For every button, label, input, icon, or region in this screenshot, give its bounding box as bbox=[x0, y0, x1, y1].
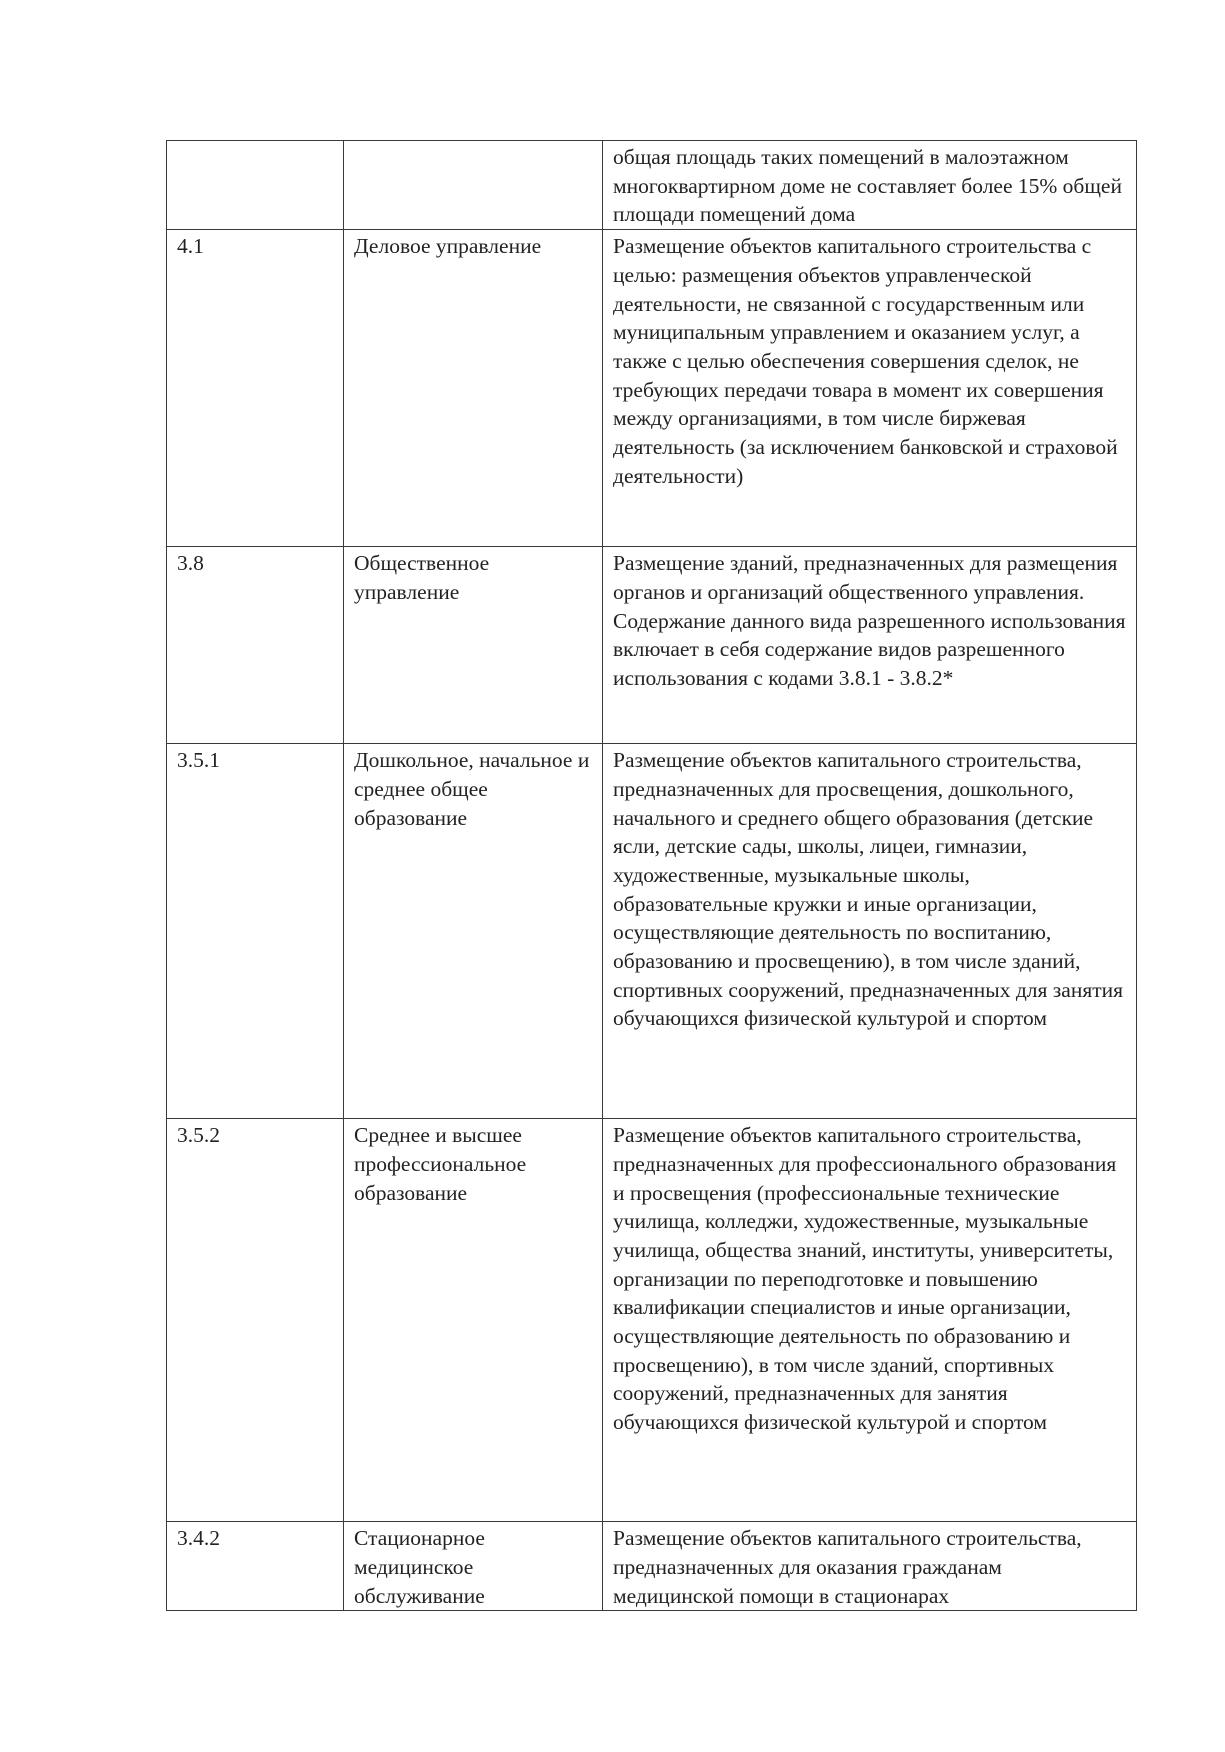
name-cell bbox=[344, 547, 603, 744]
name-text: Дошкольное, начальное и среднее общее образование bbox=[354, 748, 590, 830]
description-text: Размещение объектов капитального строительства, предназначенных для профессионального образования и просвещения (профессиональные технические училища, колледжи, художественные, музыкальные училища, общества знаний, институты, университеты, организации по переподготовке и повышению квалификации специалистов и иные организации, осуществляющие деятельность по образованию и просвещению), в том числе зданий, спортивных сооружений, предназначенных для занятия обучающихся физической культурой и спортом bbox=[613, 1123, 1117, 1435]
code-cell bbox=[167, 230, 344, 547]
name-cell bbox=[344, 1522, 603, 1611]
name-cell bbox=[344, 744, 603, 1119]
code-cell bbox=[167, 1522, 344, 1611]
name-text: Стационарное медицинское обслуживание bbox=[354, 1526, 485, 1608]
description-text: Размещение объектов капитального строительства, предназначенных для оказания гражданам медицинской помощи в стационарах bbox=[613, 1526, 1082, 1608]
code-text: 3.4.2 bbox=[177, 1526, 220, 1551]
table-row bbox=[167, 1119, 1137, 1522]
name-text: Общественное управление bbox=[354, 551, 490, 604]
land-use-table bbox=[166, 140, 1137, 1611]
code-text: 3.5.1 bbox=[177, 748, 220, 773]
description-cell bbox=[603, 230, 1137, 547]
description-text: общая площадь таких помещений в малоэтажном многоквартирном доме не составляет более 15% общей площади помещений дома bbox=[613, 145, 1122, 227]
table-row bbox=[167, 230, 1137, 547]
table-row bbox=[167, 744, 1137, 1119]
table-row bbox=[167, 547, 1137, 744]
table-row bbox=[167, 141, 1137, 230]
name-text: Деловое управление bbox=[354, 234, 542, 259]
code-text: 3.5.2 bbox=[177, 1123, 220, 1148]
code-text: 4.1 bbox=[177, 234, 204, 259]
description-cell bbox=[603, 1522, 1137, 1611]
description-text: Размещение зданий, предназначенных для размещения органов и организаций общественного управления. Содержание данного вида разрешенного использования включает в себя содержание видов разрешенного использования с кодами 3.8.1 - 3.8.2* bbox=[613, 551, 1126, 690]
name-text: Среднее и высшее профессиональное образование bbox=[354, 1123, 527, 1205]
code-cell bbox=[167, 1119, 344, 1522]
code-cell bbox=[167, 547, 344, 744]
code-text: 3.8 bbox=[177, 551, 204, 576]
table-row bbox=[167, 1522, 1137, 1611]
code-cell bbox=[167, 141, 344, 230]
name-cell bbox=[344, 141, 603, 230]
description-cell bbox=[603, 547, 1137, 744]
description-cell bbox=[603, 1119, 1137, 1522]
description-cell bbox=[603, 141, 1137, 230]
description-text: Размещение объектов капитального строительства с целью: размещения объектов управленческой деятельности, не связанной с государственным или муниципальным управлением и оказанием услуг, а также с целью обеспечения совершения сделок, не требующих передачи товара в момент их совершения между организациями, в том числе биржевая деятельность (за исключением банковской и страховой деятельности) bbox=[613, 234, 1118, 488]
name-cell bbox=[344, 230, 603, 547]
code-cell bbox=[167, 744, 344, 1119]
description-text: Размещение объектов капитального строительства, предназначенных для просвещения, дошкольного, начального и среднего общего образования (детские ясли, детские сады, школы, лицеи, гимназии, художественные, музыкальные школы, образовательные кружки и иные организации, осуществляющие деятельность по воспитанию, образованию и просвещению), в том числе зданий, спортивных сооружений, предназначенных для занятия обучающихся физической культурой и спортом bbox=[613, 748, 1124, 1031]
description-cell bbox=[603, 744, 1137, 1119]
name-cell bbox=[344, 1119, 603, 1522]
